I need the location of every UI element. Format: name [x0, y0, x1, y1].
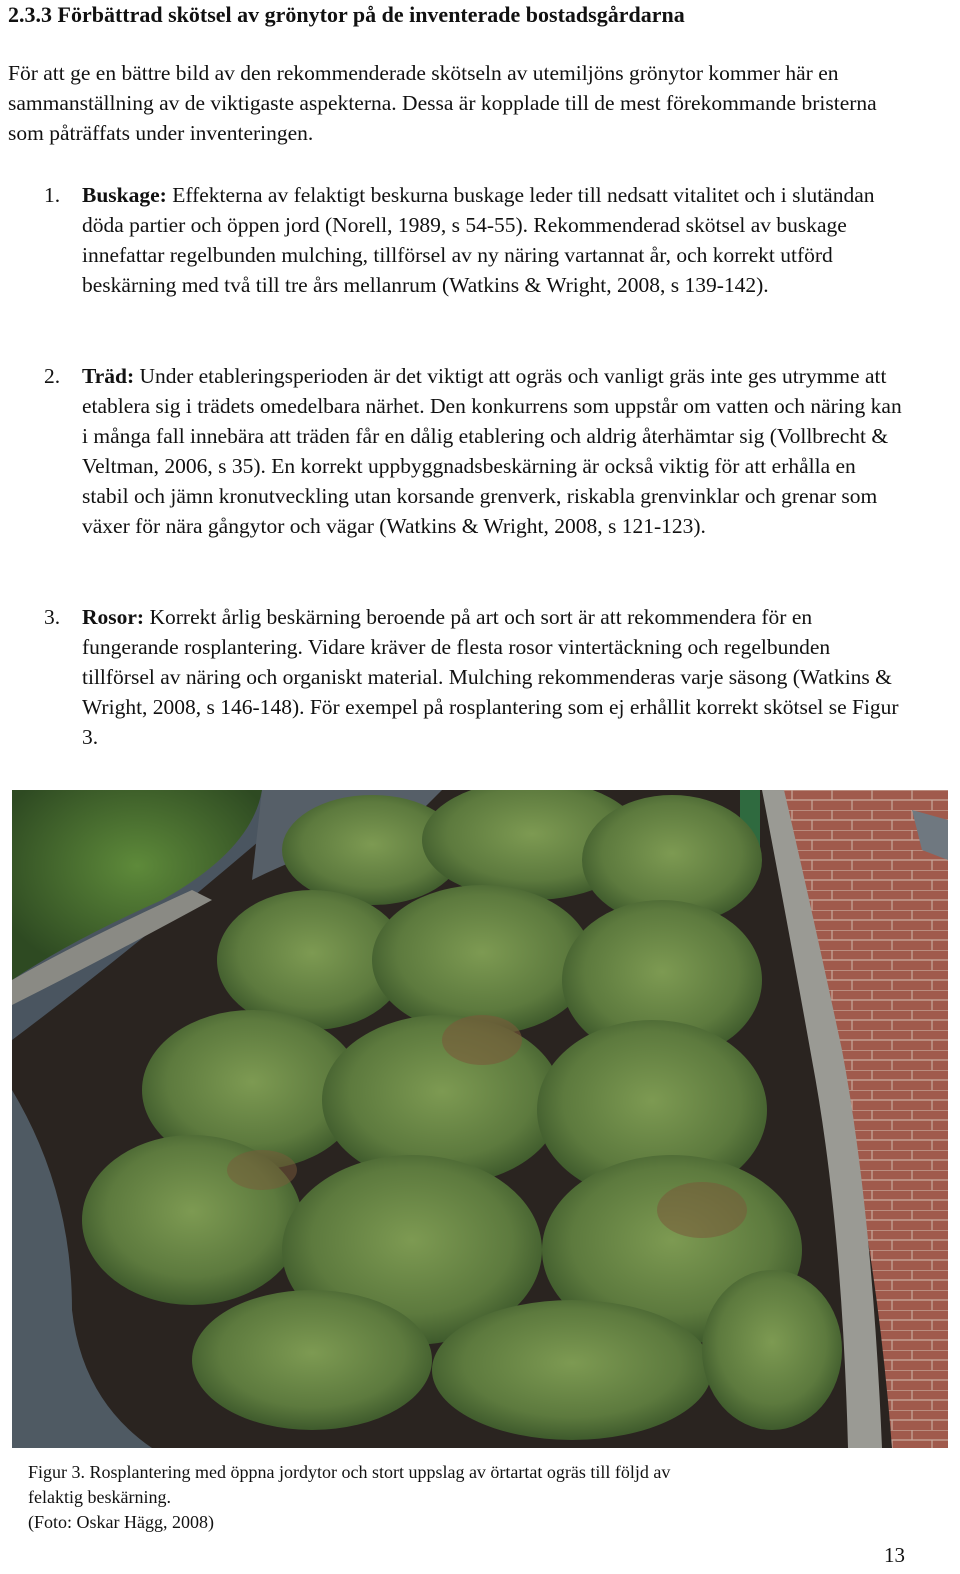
list-text: Korrekt årlig beskärning beroende på art och sort är att rekommendera för en fungerande rosplantering. Vidare kräver de flesta rosor vintertäckning och regelbunden tillförsel av näring och organiskt material. Mulching rekommenderas varje säsong (Watkins & Wright, 2008, s 146-148). För exempel på rosplantering som ej erhållit korrekt skötsel se Figur 3. — [82, 605, 899, 749]
intro-paragraph: För att ge en bättre bild av den rekommenderade skötseln av utemiljöns grönytor kommer här en sammanställning av de viktigaste aspekterna. Dessa är kopplade till de mest förekommande bristerna som påträffats under inventeringen. — [8, 61, 877, 145]
list-text: Effekterna av felaktigt beskurna buskage leder till nedsatt vitalitet och i slutändan döda partier och öppen jord (Norell, 1989, s 54-55). Rekommenderad skötsel av buskage innefattar regelbunden mulching, tillförsel av ny näring vartannat år, och korrekt utförd beskärning med två till tre års mellanrum (Watkins & Wright, 2008, s 139-142). — [82, 183, 875, 297]
list-term: Träd: — [82, 364, 135, 388]
list-item-body — [82, 602, 902, 752]
photo-credit: (Foto: Oskar Hägg, 2008) — [28, 1512, 214, 1532]
rose-bed-photo — [12, 790, 948, 1448]
figure-photo — [12, 790, 948, 1448]
figure-caption — [28, 1460, 908, 1535]
list-term: Buskage: — [82, 183, 167, 207]
list-term: Rosor: — [82, 605, 145, 629]
list-number: 2. — [44, 364, 61, 388]
list-item-body — [82, 361, 902, 541]
list-number: 3. — [44, 605, 61, 629]
section-heading: 2.3.3 Förbättrad skötsel av grönytor på de inventerade bostadsgårdarna — [8, 2, 685, 27]
caption-line: felaktig beskärning. — [28, 1487, 171, 1507]
list-text: Under etableringsperioden är det viktigt att ogräs och vanligt gräs inte ges utrymme att etablera sig i trädets omedelbara närhet. Den konkurrens som uppstår om vatten och näring kan i många fall innebära att träden får en dålig etablering och aldrig återhämtar sig (Vollbrecht & Veltman, 2006, s 35). En korrekt uppbyggnadsbeskärning är också viktig för att erhålla en stabil och jämn kronutveckling utan korsande grenverk, riskabla grenvinklar och grenar som växer för nära gångytor och vägar (Watkins & Wright, 2008, s 121-123). — [82, 364, 902, 538]
list-number: 1. — [44, 183, 61, 207]
page-number: 13 — [884, 1543, 905, 1567]
caption-line: Figur 3. Rosplantering med öppna jordytor och stort uppslag av örtartat ogräs till följd av — [28, 1462, 671, 1482]
list-item-body — [82, 180, 902, 300]
